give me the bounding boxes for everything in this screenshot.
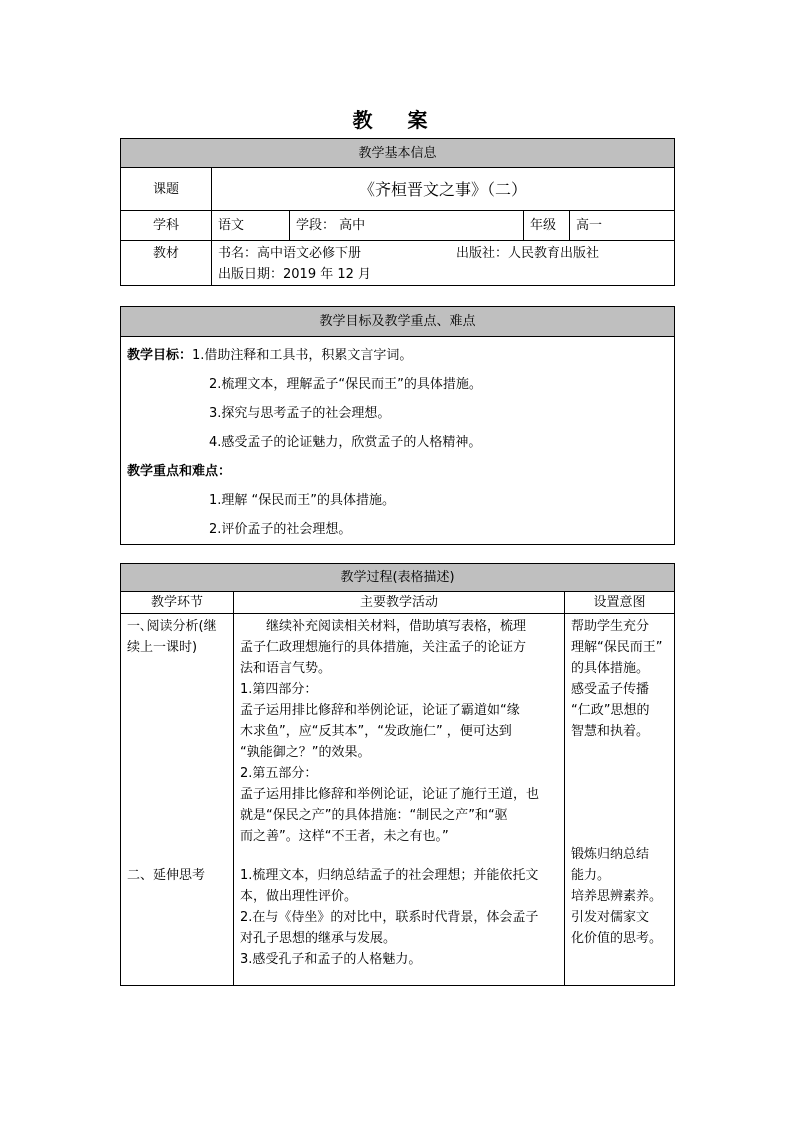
intent-line: “仁政”思想的 [571, 703, 650, 718]
basic-info-header: 教学基本信息 [121, 139, 675, 168]
stage-1-name [127, 616, 229, 658]
activity-line: 2.第五部分： [240, 766, 318, 781]
intent-line: 培养思辨素养。 [571, 889, 663, 904]
activity-line: 本，做出理性评价。 [240, 889, 358, 904]
basic-info-table [120, 138, 675, 286]
topic-value: 《齐桓晋文之事》（二） [212, 168, 675, 211]
activity-line: 对孔子思想的继承与发展。 [240, 931, 397, 946]
activity-line: “孰能御之？”的效果。 [240, 745, 371, 760]
stage-1-line: 一､阅读分析(继 [127, 619, 217, 634]
stage-cell [290, 211, 524, 241]
activity-1 [240, 616, 558, 847]
intent-line: 感受孟子传播 [571, 682, 650, 697]
process-table [120, 563, 675, 986]
activity-line: 继续补充阅读相关材料，借助填写表格，梳理 [240, 619, 527, 634]
goal-item: 4.感受孟子的论证魅力，欣赏孟子的人格精神。 [209, 435, 482, 450]
activity-line: 孟子仁政理想施行的具体措施，关注孟子的论证方 [240, 640, 527, 655]
activity-2 [240, 865, 560, 970]
keypoint-item: 2.评价孟子的社会理想。 [209, 522, 352, 537]
activity-line: 而之善”。这样“不王者，未之有也。” [240, 829, 449, 844]
subject-label: 学科 [121, 211, 212, 241]
intent-line: 的具体措施。 [571, 661, 650, 676]
publisher-line: 出版社：人民教育出版社 [456, 246, 600, 261]
intent-1 [571, 616, 670, 742]
activity-line: 孟子运用排比修辞和举例论证，论证了霸道如“缘 [240, 703, 520, 718]
grade-label: 年级 [524, 211, 570, 241]
intent-2 [571, 844, 670, 949]
stage-1-line: 续上一课时) [127, 640, 198, 655]
intent-line: 理解“保民而王” [571, 640, 663, 655]
stage-label: 学段： [296, 218, 336, 233]
book-line: 书名：高中语文必修下册 [218, 246, 362, 261]
material-label: 教材 [121, 241, 212, 286]
process-header: 教学过程(表格描述) [121, 564, 675, 592]
page-title: 教 案 [352, 108, 442, 132]
material-cell [212, 241, 675, 286]
intent-line: 帮助学生充分 [571, 619, 650, 634]
subject-value: 语文 [212, 211, 290, 241]
grade-value: 高一 [570, 211, 675, 241]
goals-label: 教学目标： [127, 348, 193, 363]
activity-line: 木求鱼”，应“反其本”，“发政施仁” ，便可达到 [240, 724, 512, 739]
keypoints-label: 教学重点和难点： [127, 464, 232, 479]
intent-line: 智慧和执着。 [571, 724, 650, 739]
activity-line: 1.第四部分： [240, 682, 318, 697]
stage-2-name: 二、延伸思考 [127, 868, 206, 883]
intent-line: 化价值的思考。 [571, 931, 663, 946]
goal-item: 2.梳理文本，理解孟子“保民而王”的具体措施。 [209, 377, 482, 392]
goal-item: 3.探究与思考孟子的社会理想。 [209, 406, 391, 421]
activity-line: 就是“保民之产”的具体措施：“制民之产”和“驱 [240, 808, 508, 823]
col-stage-header: 教学环节 [121, 592, 234, 614]
objectives-header: 教学目标及教学重点、难点 [121, 307, 675, 337]
activity-line: 2.在与《侍坐》的对比中，联系时代背景，体会孟子 [240, 910, 539, 925]
keypoint-item: 1.理解 “保民而王”的具体措施。 [209, 493, 396, 508]
intent-line: 引发对儒家文 [571, 910, 650, 925]
intent-line: 能力。 [571, 868, 611, 883]
goal-item: 1.借助注释和工具书，积累文言字词。 [192, 348, 413, 363]
stage-cell [121, 614, 234, 986]
activity-line: 法和语言气势。 [240, 661, 332, 676]
activity-line: 孟子运用排比修辞和举例论证，论证了施行王道，也 [240, 787, 540, 802]
publish-date-line: 出版日期：2019 年 12 月 [218, 267, 372, 282]
intent-line: 锻炼归纳总结 [571, 847, 650, 862]
activity-line: 3.感受孔子和孟子的人格魅力。 [240, 952, 422, 967]
activity-line: 1.梳理文本，归纳总结孟子的社会理想；并能依托文 [240, 868, 539, 883]
objectives-table [120, 306, 675, 545]
topic-label: 课题 [121, 168, 212, 211]
stage-value: 高中 [339, 218, 366, 233]
activity-cell [234, 614, 565, 986]
intent-cell [565, 614, 675, 986]
col-intent-header: 设置意图 [565, 592, 675, 614]
col-activity-header: 主要教学活动 [234, 592, 565, 614]
objectives-body [121, 337, 675, 545]
